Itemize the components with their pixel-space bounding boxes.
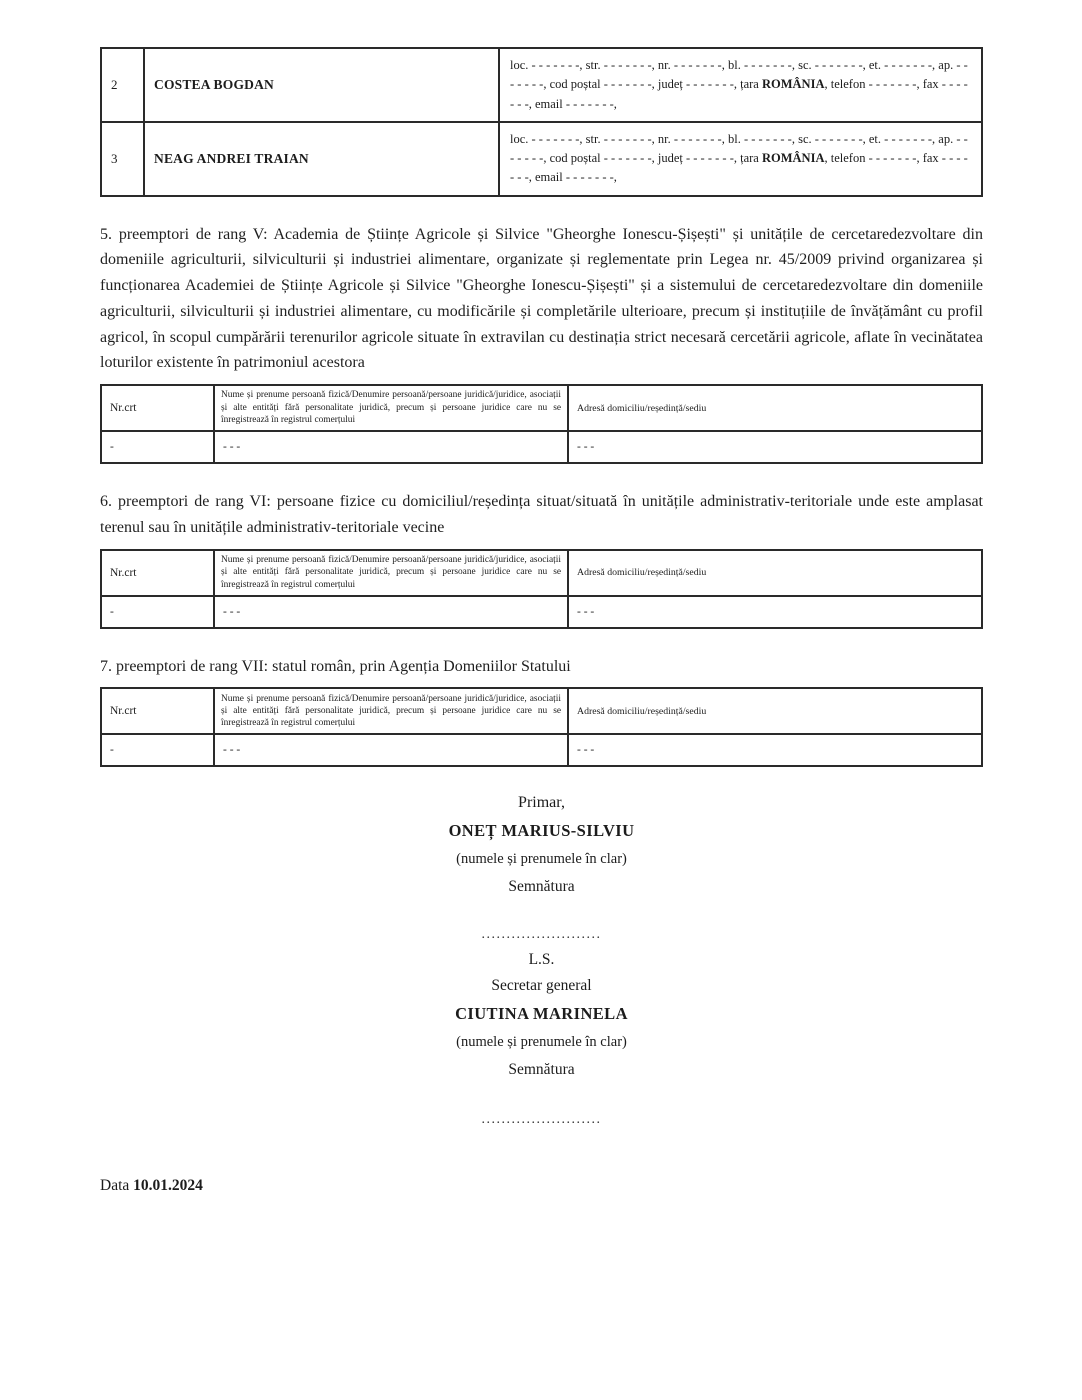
signature-dotted-line: ........................	[481, 927, 602, 943]
section7-preemptor-table	[100, 687, 983, 767]
date-value: 10.01.2024	[133, 1177, 203, 1195]
date-label: Data	[100, 1177, 130, 1195]
table-header-row	[101, 550, 982, 596]
header-name-column: Nume și prenume persoană fizică/Denumire persoană/persoane juridică/juridice, asociații și alte entități fără personalitate juridică, precum și persoane juridice care nu se înregistrează în registrul comerțului	[214, 688, 568, 734]
section6-paragraph: 6. preemptori de rang VI: persoane fizice cu domiciliul/reședința situat/situată în unitățile administrativ-teritoriale unde este amplasat terenul sau în unitățile administrativ-teritoriale vecine	[100, 493, 983, 536]
person-address	[499, 122, 982, 196]
person-name: COSTEA BOGDAN	[144, 48, 499, 122]
primar-name: ONEȚ MARIUS-SILVIU	[448, 821, 635, 841]
signature-label: Semnătura	[508, 878, 575, 896]
empty-nr-cell: -	[101, 431, 214, 463]
table-row	[101, 734, 982, 766]
empty-nr-cell: -	[101, 596, 214, 628]
header-nr-crt: Nr.crt	[101, 688, 214, 734]
signature-block	[100, 794, 983, 1128]
address-text-before: loc. - - - - - - -, str. - - - - - - -, nr. - - - - - - -, bl. - - - - - - -, sc. - - - - - - -, et. - - - - - - -, ap. - - - - - - -, cod poștal - - - - - - -, județ - - - - - - -, țara	[510, 58, 968, 92]
secretary-title: Secretar general	[491, 977, 592, 995]
header-nr-crt: Nr.crt	[101, 550, 214, 596]
row-number: 2	[101, 48, 144, 122]
section5-paragraph: 5. preemptori de rang V: Academia de Științe Agricole și Silvice "Gheorghe Ionescu-Șișești" și unitățile de cercetaredezvoltare din domeniile agriculturii, silviculturii și industriei alimentare, organizate și reglementate prin Legea nr. 45/2009 privind organizarea și funcționarea Academiei de Științe Agricole și Silvice "Gheorghe Ionescu-Șișești" și a sistemului de cercetaredezvoltare din domeniile agriculturii, silviculturii și industriei alimentare, cu modificările și completările ulterioare, precum și instituțiile de învățământ cu profil agricol, în scopul cumpărării terenurilor agricole situate în extravilan cu destinația strict necesară cercetării agricole, aflate în vecinătatea loturilor existente în patrimoniul acestora	[100, 225, 983, 372]
empty-name-cell: - - -	[214, 734, 568, 766]
section6-preemptor-table	[100, 549, 983, 629]
table-row	[101, 431, 982, 463]
header-name-column: Nume și prenume persoană fizică/Denumire persoană/persoane juridică/juridice, asociații și alte entități fără personalitate juridică, precum și persoane juridice care nu se înregistrează în registrul comerțului	[214, 385, 568, 431]
section5-preemptor-table	[100, 384, 983, 464]
name-in-clear-note: (numele și prenumele în clar)	[456, 851, 627, 868]
address-country: ROMÂNIA	[761, 77, 825, 92]
header-address-column: Adresă domiciliu/reședință/sediu	[568, 550, 982, 596]
empty-address-cell: - - -	[568, 431, 982, 463]
table-row	[101, 122, 982, 196]
header-name-column: Nume și prenume persoană fizică/Denumire persoană/persoane juridică/juridice, asociații și alte entități fără personalitate juridică, precum și persoane juridice care nu se înregistrează în registrul comerțului	[214, 550, 568, 596]
empty-address-cell: - - -	[568, 734, 982, 766]
empty-address-cell: - - -	[568, 596, 982, 628]
empty-name-cell: - - -	[214, 431, 568, 463]
document-date	[100, 1177, 983, 1195]
table-header-row	[101, 688, 982, 734]
empty-nr-cell: -	[101, 734, 214, 766]
ls-stamp-label: L.S.	[528, 951, 555, 969]
address-country: ROMÂNIA	[761, 151, 825, 165]
address-text-after: , telefon - - - - - - -, fax - - - - - - -, email - - - - - - -,	[510, 151, 968, 185]
secretary-name: CIUTINA MARINELA	[455, 1004, 628, 1024]
address-text-before: loc. - - - - - - -, str. - - - - - - -, nr. - - - - - - -, bl. - - - - - - -, sc. - - - - - - -, et. - - - - - - -, ap. - - - - - - -, cod poștal - - - - - - -, județ - - - - - - -, țara	[510, 131, 968, 165]
signature-label: Semnătura	[508, 1061, 575, 1079]
table-row	[101, 596, 982, 628]
primar-title: Primar,	[518, 794, 565, 812]
table-header-row	[101, 385, 982, 431]
header-nr-crt: Nr.crt	[101, 385, 214, 431]
address-text-after: , telefon - - - - - - -, fax - - - - - - -, email - - - - - - -,	[510, 77, 968, 111]
header-address-column: Adresă domiciliu/reședință/sediu	[568, 688, 982, 734]
header-address-column: Adresă domiciliu/reședință/sediu	[568, 385, 982, 431]
signature-dotted-line: ........................	[481, 1112, 602, 1128]
table-row	[101, 48, 982, 122]
person-address	[499, 48, 982, 122]
name-in-clear-note: (numele și prenumele în clar)	[456, 1034, 627, 1051]
empty-name-cell: - - -	[214, 596, 568, 628]
section7-paragraph: 7. preemptori de rang VII: statul român, prin Agenția Domeniilor Statului	[100, 657, 571, 675]
persons-table	[100, 47, 983, 197]
person-name: NEAG ANDREI TRAIAN	[144, 122, 499, 196]
row-number: 3	[101, 122, 144, 196]
